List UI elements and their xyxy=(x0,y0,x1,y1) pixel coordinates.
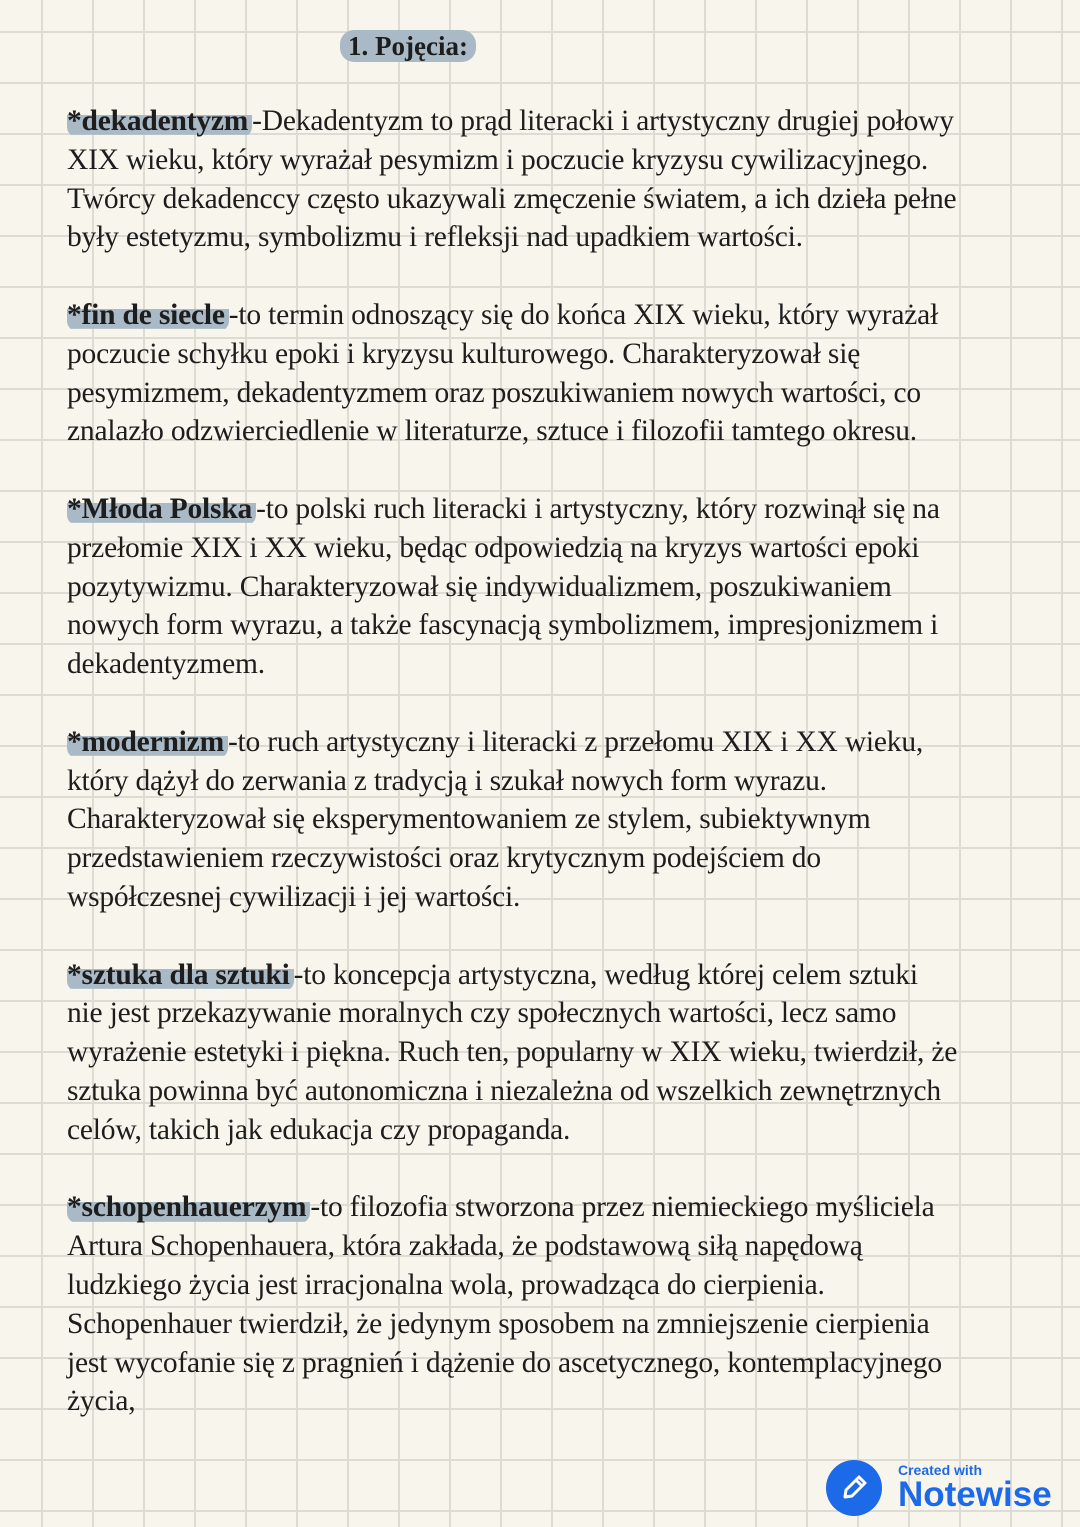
definition-line: jest wycofanie się z pragnień i dążenie do ascetycznego, kontemplacyjnego xyxy=(67,1346,942,1379)
definition-term: *sztuka dla sztuki xyxy=(67,959,294,991)
definition-line: pesymizmem, dekadentyzmem oraz poszukiwaniem nowych wartości, co xyxy=(67,376,921,409)
pencil-icon xyxy=(826,1460,882,1516)
definition-line xyxy=(67,956,1057,995)
definition-line: przedstawieniem rzeczywistości oraz krytycznym podejściem do xyxy=(67,842,821,875)
definition-term: *Młoda Polska xyxy=(67,493,256,525)
definition-line: przełomie XIX i XX wieku, będąc odpowiedzią na kryzys wartości epoki xyxy=(67,531,920,564)
definition-text: -to termin odnoszący się do końca XIX wieku, który wyrażał xyxy=(228,298,939,331)
definition-term: *modernizm xyxy=(67,726,228,758)
definition-line: współczesnej cywilizacji i jej wartości. xyxy=(67,880,521,913)
definition-line xyxy=(67,296,1057,335)
definition-line: Charakteryzował się eksperymentowaniem ze stylem, subiektywnym xyxy=(67,803,871,836)
definition-line: znalazło odzwierciedlenie w literaturze, sztuce i filozofii tamtego okresu. xyxy=(67,415,917,448)
definition-line: który dążył do zerwania z tradycją i szukał nowych form wyrazu. xyxy=(67,764,827,797)
definition-entry xyxy=(67,1188,1057,1421)
logo-caption: Created with xyxy=(898,1462,983,1478)
definition-entry xyxy=(67,956,1057,1150)
definition-line: pozytywizmu. Charakteryzował się indywidualizmem, poszukiwaniem xyxy=(67,570,892,603)
definition-line: dekadentyzmem. xyxy=(67,648,265,681)
definition-text: -Dekadentyzm to prąd literacki i artystyczny drugiej połowy xyxy=(252,105,954,137)
definition-line: były estetyzmu, symbolizmu i refleksji nad upadkiem wartości. xyxy=(67,221,803,254)
definition-line: wyrażenie estetyki i piękna. Ruch ten, popularny w XIX wieku, twierdził, że xyxy=(67,1036,958,1069)
definition-text: -to polski ruch literacki i artystyczny, który rozwinął się na xyxy=(256,492,940,525)
definition-line: ludzkiego życia jest irracjonalna wola, prowadząca do cierpienia. xyxy=(67,1268,825,1301)
definition-line: celów, takich jak edukacja czy propaganda. xyxy=(67,1113,571,1146)
definition-line xyxy=(67,102,1057,141)
definition-line xyxy=(67,723,1057,762)
definition-line: Schopenhauer twierdził, że jedynym sposobem na zmniejszenie cierpienia xyxy=(67,1307,930,1340)
notewise-logo xyxy=(826,1460,1052,1516)
definition-entry xyxy=(67,102,1057,257)
definition-entry xyxy=(67,723,1057,917)
definition-term: *schopenhauerzym xyxy=(67,1191,310,1223)
logo-name: Notewise xyxy=(898,1475,1052,1514)
definition-line: XIX wieku, który wyrażał pesymizm i poczucie kryzysu cywilizacyjnego. xyxy=(67,143,929,176)
definition-line: poczucie schyłku epoki i kryzysu kulturowego. Charakteryzował się xyxy=(67,337,861,370)
definition-entry xyxy=(67,296,1057,451)
definition-text: -to filozofia stworzona przez niemieckiego myśliciela xyxy=(310,1191,935,1224)
definition-line xyxy=(67,490,1057,529)
page-title: 1. Pojęcia: xyxy=(340,30,476,62)
definitions-list xyxy=(67,102,1057,1460)
definition-entry xyxy=(67,490,1057,684)
definition-line: sztuka powinna być autonomiczna i niezależna od wszelkich zewnętrznych xyxy=(67,1074,941,1107)
definition-text: -to ruch artystyczny i literacki z przełomu XIX i XX wieku, xyxy=(227,725,924,758)
definition-term: *fin de siecle xyxy=(67,299,229,331)
definition-line: nowych form wyrazu, a także fascynacją symbolizmem, impresjonizmem i xyxy=(67,609,939,642)
definition-text: -to koncepcja artystyczna, według której celem sztuki xyxy=(293,958,918,991)
definition-term: *dekadentyzm xyxy=(67,105,252,137)
definition-line: nie jest przekazywanie moralnych czy społecznych wartości, lecz samo xyxy=(67,997,897,1030)
definition-line: życia, xyxy=(67,1385,136,1418)
definition-line xyxy=(67,1188,1057,1227)
definition-line: Artura Schopenhauera, która zakłada, że podstawową siłą napędową xyxy=(67,1230,863,1263)
definition-line: Twórcy dekadenccy często ukazywali zmęczenie światem, a ich dzieła pełne xyxy=(67,182,957,215)
